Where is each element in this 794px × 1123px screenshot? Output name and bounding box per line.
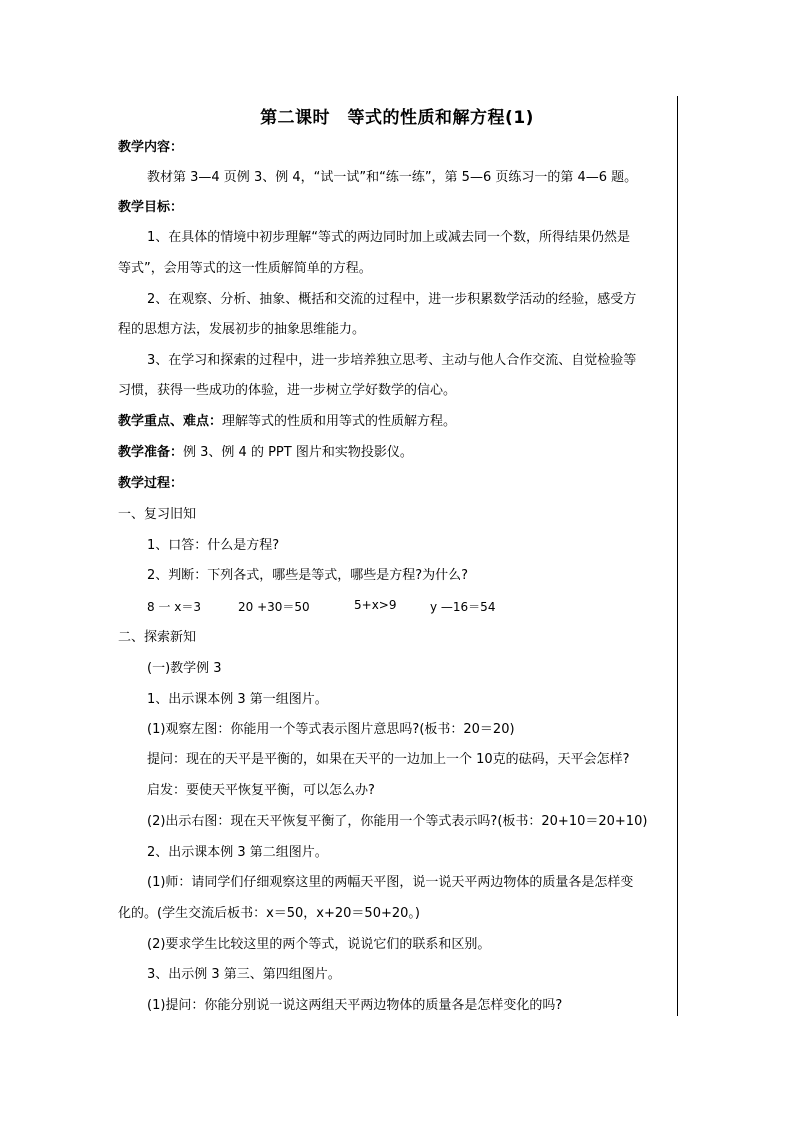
step-1-question: 提问：现在的天平是平衡的，如果在天平的一边加上一个 10克的砝码，天平会怎样? xyxy=(147,752,630,767)
key-points xyxy=(118,413,456,431)
goal-3-line-1: 3、在学习和探索的过程中，进一步培养独立思考、主动与他人合作交流、自觉检验等 xyxy=(147,353,637,368)
step-1: 1、出示课本例 3 第一组图片。 xyxy=(147,692,328,707)
equation-3: 5+x>9 xyxy=(354,598,397,612)
step-1-observe-left: (1)观察左图：你能用一个等式表示图片意思吗?(板书：20＝20) xyxy=(147,722,515,737)
review-question-2: 2、判断：下列各式，哪些是等式，哪些是方程?为什么? xyxy=(147,568,469,583)
key-text: 理解等式的性质和用等式的性质解方程。 xyxy=(222,414,457,429)
step-2-compare: (2)要求学生比较这里的两个等式，说说它们的联系和区别。 xyxy=(147,937,491,952)
goal-1-line-2: 等式”，会用等式的这一性质解简单的方程。 xyxy=(118,261,372,276)
goal-2-line-2: 程的思想方法，发展初步的抽象思维能力。 xyxy=(118,322,366,337)
prep-text: 例 3、例 4 的 PPT 图片和实物投影仪。 xyxy=(183,445,413,460)
prep-heading: 教学准备： xyxy=(118,445,184,460)
goal-2-line-1: 2、在观察、分析、抽象、概括和交流的过程中，进一步积累数学活动的经验，感受方 xyxy=(147,292,637,307)
key-heading: 教学重点、难点： xyxy=(118,414,223,429)
content-text: 教材第 3—4 页例 3、例 4，“试一试”和“练一练”，第 5—6 页练习一的第 4—6 题。 xyxy=(147,170,638,185)
goal-1-line-1: 1、在具体的情境中初步理解“等式的两边同时加上或减去同一个数，所得结果仍然是 xyxy=(147,230,631,245)
preparation xyxy=(118,444,413,462)
step-1-prompt: 启发：要使天平恢复平衡，可以怎么办? xyxy=(147,783,375,798)
step-1-right: (2)出示右图：现在天平恢复平衡了，你能用一个等式表示吗?(板书：20+10＝20+10) xyxy=(147,814,648,829)
section-2-heading: 二、探索新知 xyxy=(118,630,197,645)
review-question-1: 1、口答：什么是方程? xyxy=(147,538,280,553)
goal-3-line-2: 习惯，获得一些成功的体验，进一步树立学好数学的信心。 xyxy=(118,383,457,398)
process-heading: 教学过程： xyxy=(118,476,184,491)
goals-heading: 教学目标： xyxy=(118,200,184,215)
example-3-heading: (一)教学例 3 xyxy=(147,661,222,676)
step-2-teacher-line-2: 化的。(学生交流后板书：x＝50，x+20＝50+20。) xyxy=(118,906,420,921)
margin-rule xyxy=(677,96,678,1016)
equation-1: 8 一 x＝3 xyxy=(147,600,202,614)
page-title: 第二课时 等式的性质和解方程(1) xyxy=(260,108,534,128)
equation-2: 20 +30＝50 xyxy=(238,600,310,614)
step-2: 2、出示课本例 3 第二组图片。 xyxy=(147,845,328,860)
step-3: 3、出示例 3 第三、第四组图片。 xyxy=(147,967,341,982)
equation-4: y —16＝54 xyxy=(430,600,496,614)
section-1-heading: 一、复习旧知 xyxy=(118,507,197,522)
step-3-question: (1)提问：你能分别说一说这两组天平两边物体的质量各是怎样变化的吗? xyxy=(147,998,563,1013)
step-2-teacher-line-1: (1)师：请同学们仔细观察这里的两幅天平图，说一说天平两边物体的质量各是怎样变 xyxy=(147,875,634,890)
content-heading: 教学内容： xyxy=(118,140,184,155)
